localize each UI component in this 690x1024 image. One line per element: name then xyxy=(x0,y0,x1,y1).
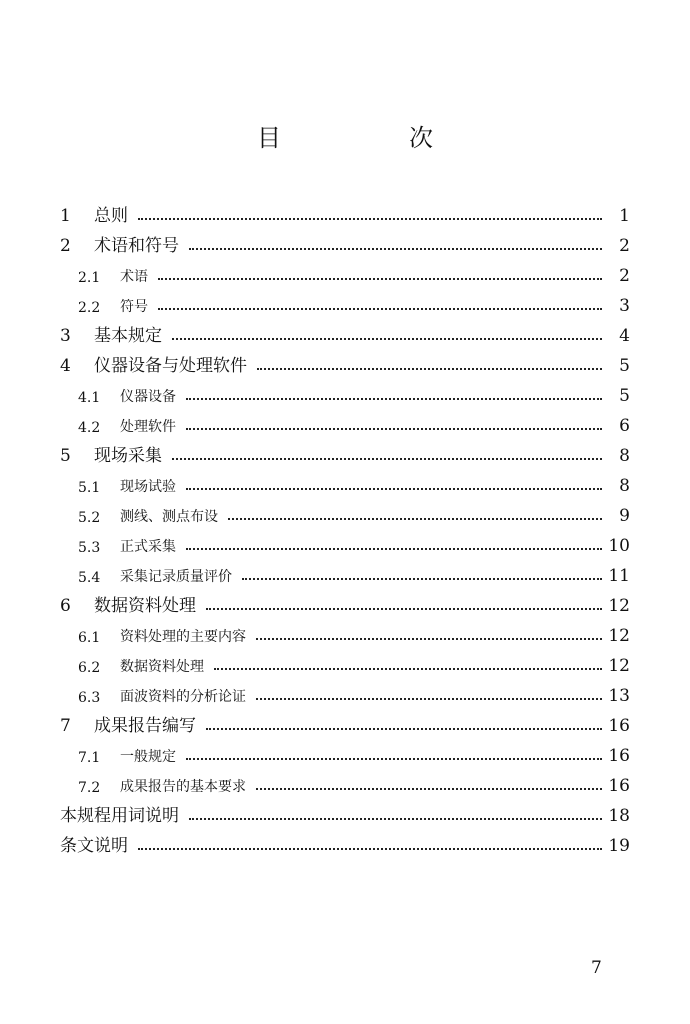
toc-entry[interactable] xyxy=(60,526,630,556)
toc-entry-label: 术语 xyxy=(120,269,148,285)
toc-entry[interactable] xyxy=(60,766,630,796)
toc-entry[interactable] xyxy=(60,616,630,646)
toc-entry[interactable] xyxy=(60,346,630,376)
toc-entry-page: 6 xyxy=(619,416,630,436)
toc-entry[interactable] xyxy=(60,436,630,466)
toc-entry-page: 11 xyxy=(608,566,630,586)
toc-entry-label: 资料处理的主要内容 xyxy=(120,629,246,645)
toc-entry-label: 仪器设备与处理软件 xyxy=(94,356,247,376)
toc-entry-page: 16 xyxy=(608,776,630,796)
toc-leader-dots xyxy=(186,548,602,550)
toc-entry[interactable] xyxy=(60,556,630,586)
toc-entry-label: 术语和符号 xyxy=(94,236,179,256)
toc-entry-label: 一般规定 xyxy=(120,749,176,765)
toc-entry-page: 8 xyxy=(619,446,630,466)
toc-entry-number: 7.2 xyxy=(78,780,101,796)
toc-entry[interactable] xyxy=(60,646,630,676)
toc-leader-dots xyxy=(158,278,602,280)
toc-leader-dots xyxy=(256,788,602,790)
toc-leader-dots xyxy=(186,428,602,430)
toc-entry-label: 仪器设备 xyxy=(120,389,176,405)
toc-entry-page: 16 xyxy=(608,716,630,736)
toc-entry-number: 4.2 xyxy=(78,420,101,436)
toc-entry-number: 1 xyxy=(60,206,71,226)
toc-leader-dots xyxy=(214,668,602,670)
table-of-contents xyxy=(60,196,630,856)
toc-entry[interactable] xyxy=(60,286,630,316)
toc-entry-page: 16 xyxy=(608,746,630,766)
toc-entry-label: 条文说明 xyxy=(60,836,128,856)
page-title: 目 次 xyxy=(257,124,485,152)
toc-leader-dots xyxy=(189,248,602,250)
toc-leader-dots xyxy=(206,608,602,610)
toc-entry-page: 5 xyxy=(619,356,630,376)
toc-entry-number: 7.1 xyxy=(78,750,101,766)
toc-entry[interactable] xyxy=(60,376,630,406)
toc-entry-page: 9 xyxy=(619,506,630,526)
toc-entry[interactable] xyxy=(60,466,630,496)
toc-leader-dots xyxy=(206,728,602,730)
toc-entry[interactable] xyxy=(60,256,630,286)
toc-leader-dots xyxy=(138,218,602,220)
toc-entry-number: 5.4 xyxy=(78,570,101,586)
toc-entry-number: 6.1 xyxy=(78,630,101,646)
toc-entry[interactable] xyxy=(60,706,630,736)
toc-entry-label: 成果报告编写 xyxy=(94,716,196,736)
toc-entry-label: 现场采集 xyxy=(94,446,162,466)
toc-entry[interactable] xyxy=(60,496,630,526)
toc-leader-dots xyxy=(186,758,602,760)
toc-entry-page: 3 xyxy=(619,296,630,316)
toc-leader-dots xyxy=(242,578,602,580)
toc-entry-number: 5.2 xyxy=(78,510,101,526)
toc-entry-number: 2 xyxy=(60,236,71,256)
toc-entry-page: 2 xyxy=(619,236,630,256)
toc-entry-page: 4 xyxy=(619,326,630,346)
toc-leader-dots xyxy=(256,698,602,700)
toc-leader-dots xyxy=(257,368,602,370)
toc-entry-number: 5.1 xyxy=(78,480,101,496)
toc-entry-page: 12 xyxy=(608,596,630,616)
toc-entry-page: 10 xyxy=(608,536,630,556)
toc-leader-dots xyxy=(172,338,602,340)
toc-entry-number: 4.1 xyxy=(78,390,101,406)
toc-entry-label: 基本规定 xyxy=(94,326,162,346)
toc-entry-label: 数据资料处理 xyxy=(120,659,204,675)
toc-entry-page: 1 xyxy=(619,206,630,226)
toc-entry[interactable] xyxy=(60,796,630,826)
toc-leader-dots xyxy=(186,398,602,400)
toc-entry-page: 5 xyxy=(619,386,630,406)
toc-entry-number: 6 xyxy=(60,596,71,616)
toc-entry-number: 5 xyxy=(60,446,71,466)
toc-entry[interactable] xyxy=(60,826,630,856)
toc-entry-label: 采集记录质量评价 xyxy=(120,569,232,585)
toc-entry-page: 8 xyxy=(619,476,630,496)
toc-entry[interactable] xyxy=(60,736,630,766)
toc-entry-page: 12 xyxy=(608,656,630,676)
toc-entry-number: 4 xyxy=(60,356,71,376)
toc-entry-number: 7 xyxy=(60,716,71,736)
toc-entry-label: 数据资料处理 xyxy=(94,596,196,616)
toc-entry[interactable] xyxy=(60,226,630,256)
toc-entry-label: 面波资料的分析论证 xyxy=(120,689,246,705)
toc-entry-label: 成果报告的基本要求 xyxy=(120,779,246,795)
toc-leader-dots xyxy=(256,638,602,640)
toc-entry-label: 现场试验 xyxy=(120,479,176,495)
toc-leader-dots xyxy=(172,458,602,460)
toc-entry[interactable] xyxy=(60,676,630,706)
toc-entry-page: 13 xyxy=(608,686,630,706)
toc-leader-dots xyxy=(138,848,602,850)
toc-entry-number: 6.3 xyxy=(78,690,101,706)
page-number: 7 xyxy=(591,958,602,978)
toc-entry-number: 3 xyxy=(60,326,71,346)
toc-entry-label: 正式采集 xyxy=(120,539,176,555)
toc-entry[interactable] xyxy=(60,316,630,346)
toc-leader-dots xyxy=(186,488,602,490)
toc-entry-number: 2.2 xyxy=(78,300,101,316)
toc-entry-number: 2.1 xyxy=(78,270,101,286)
toc-entry-number: 6.2 xyxy=(78,660,101,676)
toc-leader-dots xyxy=(158,308,602,310)
toc-entry-page: 18 xyxy=(608,806,630,826)
toc-entry-label: 符号 xyxy=(120,299,148,315)
toc-leader-dots xyxy=(189,818,602,820)
toc-entry[interactable] xyxy=(60,196,630,226)
toc-entry-page: 19 xyxy=(608,836,630,856)
toc-entry-page: 12 xyxy=(608,626,630,646)
toc-entry-label: 测线、测点布设 xyxy=(120,509,218,525)
toc-entry[interactable] xyxy=(60,406,630,436)
toc-entry-label: 本规程用词说明 xyxy=(60,806,179,826)
toc-entry-label: 处理软件 xyxy=(120,419,176,435)
toc-entry-label: 总则 xyxy=(94,206,128,226)
toc-entry-number: 5.3 xyxy=(78,540,101,556)
toc-entry[interactable] xyxy=(60,586,630,616)
toc-entry-page: 2 xyxy=(619,266,630,286)
toc-leader-dots xyxy=(228,518,602,520)
